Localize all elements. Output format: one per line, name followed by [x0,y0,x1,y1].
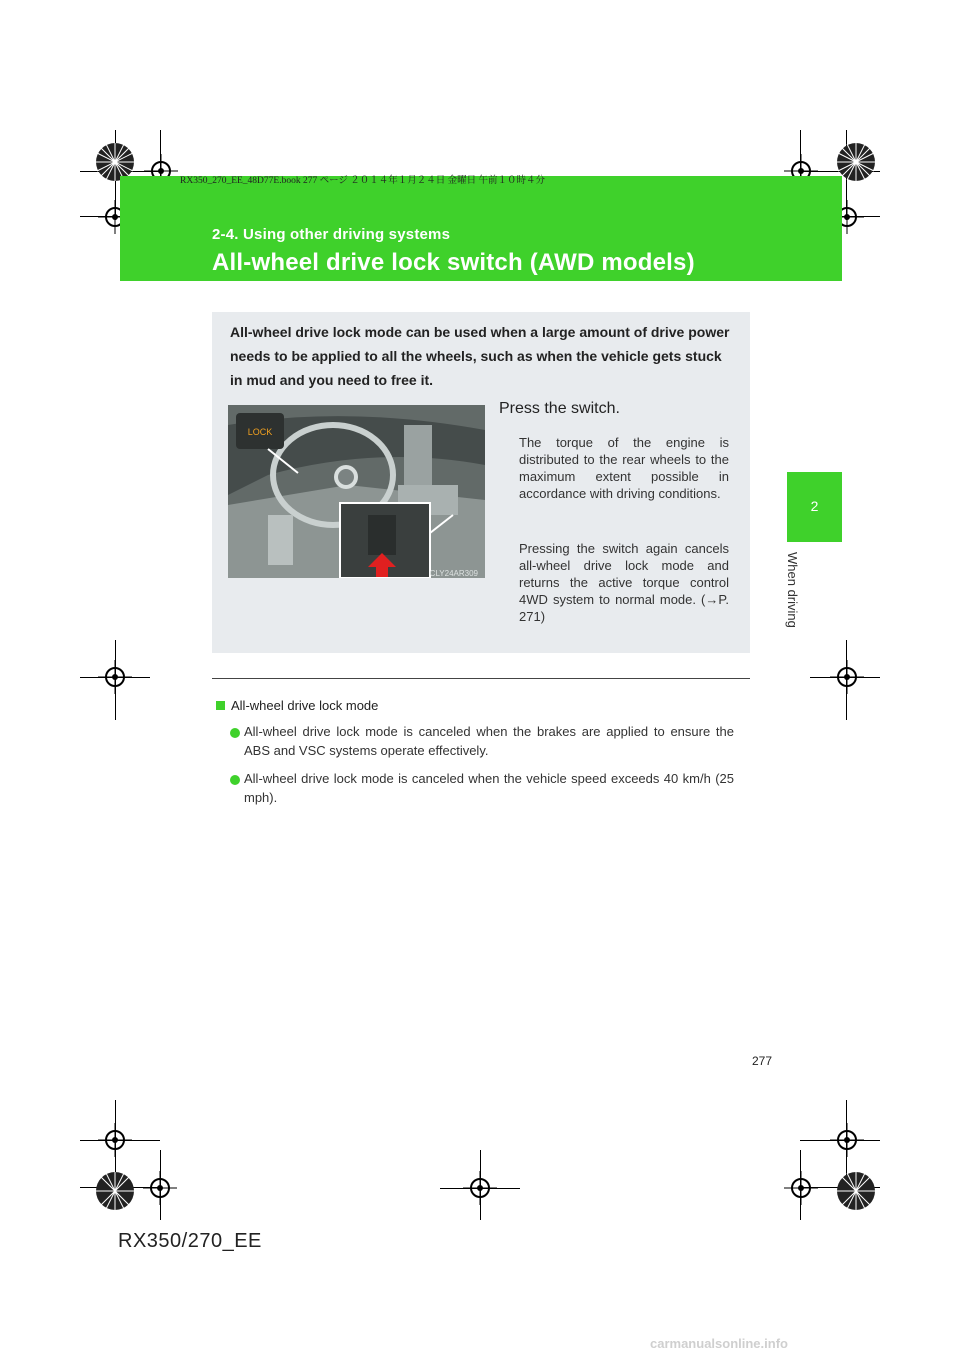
section-title: 2-4. Using other driving systems [212,226,451,243]
dashboard-drawing [228,405,485,578]
registration-mark-icon [94,1170,136,1212]
press-heading: Press the switch. [499,400,620,417]
bullet-icon [230,728,240,738]
chapter-label: When driving [785,552,800,628]
divider [212,678,750,679]
note-heading [216,698,378,713]
dashboard-illustration [228,405,485,578]
illustration-code: CLY24AR309 [429,569,478,578]
note-item: All-wheel drive lock mode is canceled when the brakes are applied to ensure the ABS and VSC systems operate effectively. [244,724,734,758]
bullet-icon [230,775,240,785]
square-bullet-icon [216,701,225,710]
registration-mark-icon [835,1170,877,1212]
crosshair-mark-icon [784,1171,818,1205]
intro-text: All-wheel drive lock mode can be used when a large amount of drive power needs to be applied to all the wheels, such as when the vehicle gets stuck in mud and you need to free it. [230,324,730,388]
chapter-number: 2 [810,498,819,514]
page-number: 277 [751,1054,772,1068]
book-info: RX350_270_EE_48D77E.book 277 ページ ２０１４年１月２４日 金曜日 午前１０時４分 [180,176,546,186]
crop-line [846,640,847,720]
description-2: Pressing the switch again cancels all-wheel drive lock mode and returns the active torque control 4WD system to normal mode. (→P. 271) [519,541,729,624]
watermark: carmanualsonline.info [650,1336,788,1351]
page-title: All-wheel drive lock switch (AWD models) [212,249,695,276]
crop-line [480,1150,481,1220]
crosshair-mark-icon [143,1171,177,1205]
crosshair-mark-icon [98,1123,132,1157]
note-heading-text: All-wheel drive lock mode [231,698,379,713]
crop-line [115,640,116,720]
crop-line [80,677,150,678]
crosshair-mark-icon [830,1123,864,1157]
note-item: All-wheel drive lock mode is canceled when the vehicle speed exceeds 40 km/h (25 mph). [244,771,734,805]
lock-badge-text: LOCK [247,427,273,437]
crop-line [810,677,880,678]
description-1: The torque of the engine is distributed to the rear wheels to the maximum extent possible in accordance with driving conditions. [519,435,729,501]
model-label: RX350/270_EE [118,1230,262,1252]
